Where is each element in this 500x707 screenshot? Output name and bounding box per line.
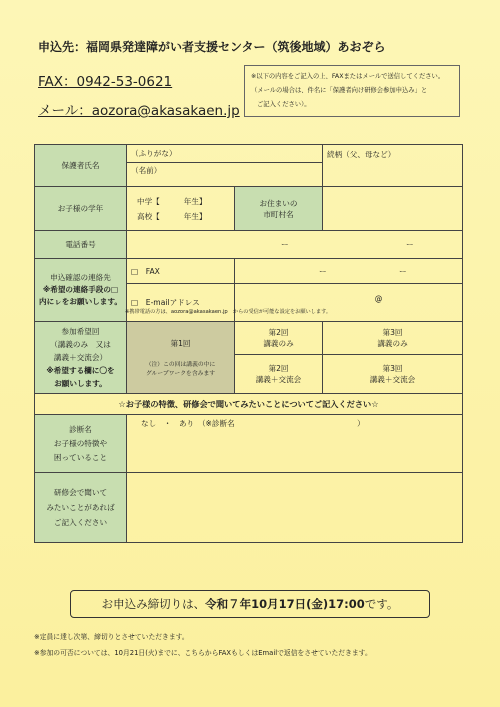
diagnosis-field[interactable] xyxy=(127,415,463,473)
hs-prefix: 高校【 xyxy=(137,211,160,221)
round-label-3: 講義＋交流会） xyxy=(53,353,108,362)
diag-value: なし ・ あり （※診断名 xyxy=(141,419,235,428)
contact-note-1: ※希望の連絡手段の□ xyxy=(42,285,119,294)
note-line-3: ご記入ください）。 xyxy=(257,101,311,108)
questions-field[interactable] xyxy=(127,473,463,543)
round-3-exchange-title: 第3回 xyxy=(382,364,403,373)
round-label-5: お願いします。 xyxy=(54,379,107,388)
round-2-lecture-sub: 講義のみ xyxy=(263,339,294,348)
at-sign: @ xyxy=(374,294,383,303)
questions-label xyxy=(35,473,127,543)
diag-label-2: お子様の特徴や xyxy=(53,438,108,448)
round-2-exchange-sub: 講義＋交流会 xyxy=(255,375,302,384)
round-label xyxy=(35,322,127,394)
jhs-prefix: 中学【 xyxy=(137,196,160,206)
phone-label: 電話番号 xyxy=(35,231,127,259)
name-field[interactable]: （名前） xyxy=(127,163,323,187)
mail-address: メール：aozora@akasakaen.jp xyxy=(38,103,240,119)
diag-label-3: 困っていること xyxy=(53,452,108,462)
child-grade-label: お子様の学年 xyxy=(35,187,127,231)
relationship-field[interactable]: 続柄（父、母など） xyxy=(323,145,463,187)
round-2-lecture-title: 第2回 xyxy=(268,328,289,337)
jhs-suffix: 年生】 xyxy=(183,196,207,206)
fax-dash-1: ー xyxy=(319,266,327,276)
destination-heading: 申込先：福岡県発達障がい者支援センター（筑後地域）あおぞら xyxy=(38,40,386,54)
round-2-lecture-option[interactable] xyxy=(235,322,323,355)
comment-banner: ☆お子様の特徴、研修会で聞いてみたいことについてご記入ください☆ xyxy=(35,394,463,415)
round-3-exchange-option[interactable] xyxy=(323,355,463,394)
ask-label-3: ご記入ください xyxy=(53,518,108,527)
ask-label-1: 研修会で聞いて xyxy=(53,488,108,497)
fax-dash-2: ー xyxy=(399,266,407,276)
round-2-exchange-title: 第2回 xyxy=(268,364,289,373)
furigana-field[interactable]: （ふりがな） xyxy=(127,145,323,163)
phone-dash-2: ー xyxy=(406,240,414,249)
guardian-label: 保護者氏名 xyxy=(35,145,127,187)
round-3-lecture-title: 第3回 xyxy=(382,328,403,337)
round-3-exchange-sub: 講義＋交流会 xyxy=(369,375,416,384)
footer-note-2: ※参加の可否については、10月21日(火)までに、こちらからFAXもしくはEmailで返信をさせていただきます。 xyxy=(34,649,372,657)
hs-suffix: 年生】 xyxy=(183,211,207,221)
application-form xyxy=(34,144,463,543)
fax-contact-field[interactable] xyxy=(235,259,463,284)
round-label-4: ※希望する欄に〇を xyxy=(46,366,115,375)
diag-label-1: 診断名 xyxy=(69,424,92,434)
email-checkbox[interactable]: □ E-mailアドレス xyxy=(127,284,235,322)
diag-close: ） xyxy=(357,419,365,428)
round-1-note-1: （注）この回は講義の中に xyxy=(145,362,216,368)
footer-note-1: ※定員に達し次第、締切りとさせていただきます。 xyxy=(34,633,189,641)
contact-label-text: 申込確認の連絡先 xyxy=(50,273,111,282)
round-label-2: （講義のみ 又は xyxy=(50,340,111,349)
residence-label-2: 市町村名 xyxy=(263,209,294,219)
contact-note-2: 内にㇾをお願いします。 xyxy=(39,297,122,306)
round-3-lecture-sub: 講義のみ xyxy=(377,339,408,348)
fax-number: FAX：0942-53-0621 xyxy=(38,74,173,90)
submission-note xyxy=(244,65,460,117)
note-line-1: ※以下の内容をご記入の上、FAXまたはメールで送信してください。 xyxy=(251,73,445,80)
grade-field[interactable] xyxy=(127,187,235,231)
diagnosis-label xyxy=(35,415,127,473)
round-label-1: 参加希望回 xyxy=(61,327,100,336)
phone-dash-1: ー xyxy=(281,240,289,249)
deadline-prefix: お申込み締切りは、 xyxy=(101,597,206,611)
ask-label-2: みたいことがあれば xyxy=(46,503,115,512)
jhs-grade-row xyxy=(131,194,230,209)
round-1-option[interactable] xyxy=(127,322,235,394)
residence-field[interactable] xyxy=(323,187,463,231)
mobile-note: ※携帯電話の方は、aozora@akasakaen.jp からの受信が可能な設定をお願いします。 xyxy=(125,309,332,315)
deadline-box xyxy=(70,590,430,618)
deadline-date: 令和７年10月17日(金)17:00 xyxy=(205,597,365,611)
fax-checkbox[interactable]: □ FAX xyxy=(127,259,235,284)
round-3-lecture-option[interactable] xyxy=(323,322,463,355)
contact-label xyxy=(35,259,127,322)
phone-field[interactable] xyxy=(127,231,463,259)
round-1-title: 第1回 xyxy=(170,339,191,348)
round-2-exchange-option[interactable] xyxy=(235,355,323,394)
hs-grade-row xyxy=(131,209,230,224)
residence-label xyxy=(235,187,323,231)
deadline-suffix: です。 xyxy=(364,597,399,611)
residence-label-1: お住まいの xyxy=(259,198,298,208)
round-1-note-2: グループワークを含みます xyxy=(145,371,216,377)
note-line-2: （メールの場合は、件名に「保護者向け研修会参加申込み」と xyxy=(251,87,428,94)
